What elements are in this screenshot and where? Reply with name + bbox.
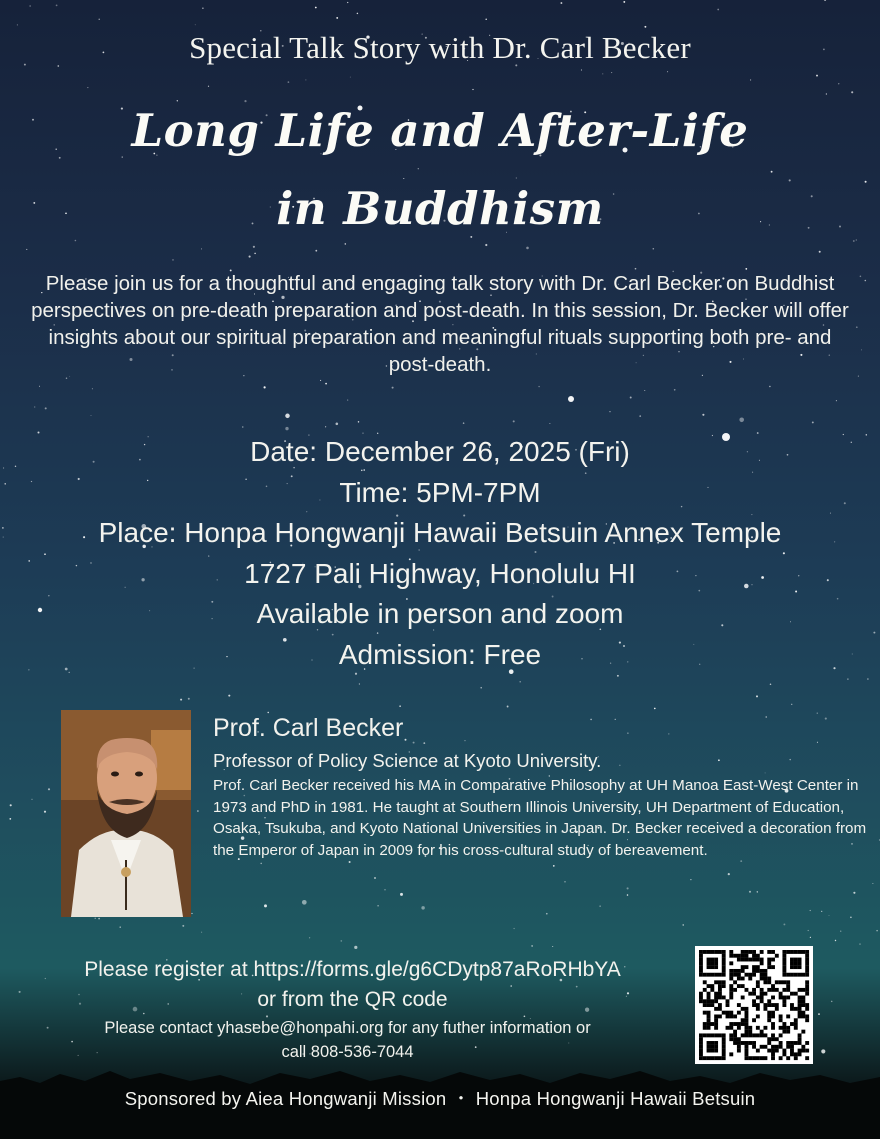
- star: [195, 24, 196, 25]
- star: [305, 79, 306, 80]
- star: [30, 5, 31, 6]
- star: [831, 1001, 833, 1003]
- star: [867, 678, 869, 680]
- star: [609, 411, 610, 412]
- star: [853, 892, 855, 894]
- star: [739, 418, 744, 423]
- star: [860, 276, 862, 278]
- star: [749, 891, 751, 893]
- contact-email-line: Please contact yhasebe@honpahi.org for any futher information or: [104, 1019, 591, 1037]
- registration-qr-note: or from the QR code: [257, 988, 448, 1011]
- star: [810, 937, 811, 938]
- speaker-role: Professor of Policy Science at Kyoto University.: [213, 750, 602, 771]
- star: [602, 73, 603, 74]
- star: [350, 77, 351, 78]
- star: [34, 406, 35, 407]
- star: [10, 804, 12, 806]
- star: [728, 873, 730, 875]
- star: [538, 386, 539, 387]
- star: [285, 427, 288, 430]
- star: [325, 426, 326, 427]
- star: [95, 918, 96, 919]
- event-subtitle: Special Talk Story with Dr. Carl Becker: [189, 30, 691, 65]
- star: [682, 924, 683, 925]
- star: [253, 246, 255, 248]
- star: [91, 415, 92, 416]
- star: [756, 695, 758, 697]
- star: [791, 704, 792, 705]
- star: [516, 177, 517, 178]
- star: [653, 248, 655, 250]
- star: [770, 684, 772, 686]
- star: [847, 678, 848, 679]
- star: [829, 915, 830, 916]
- star: [336, 423, 339, 426]
- star: [507, 706, 509, 708]
- star: [260, 863, 262, 865]
- star: [630, 397, 632, 399]
- qr-code-icon: [695, 946, 813, 1064]
- star: [9, 818, 11, 820]
- star: [611, 72, 612, 73]
- star: [172, 259, 174, 261]
- star: [472, 89, 473, 90]
- star: [336, 17, 338, 19]
- star: [514, 928, 515, 929]
- star: [202, 8, 203, 9]
- event-time: Time: 5PM-7PM: [339, 476, 541, 508]
- star: [819, 251, 821, 253]
- star: [59, 157, 61, 159]
- star: [824, 0, 826, 1]
- star: [627, 887, 629, 889]
- star: [285, 414, 290, 419]
- star: [485, 244, 487, 246]
- star: [177, 100, 178, 101]
- star: [228, 695, 230, 697]
- star: [17, 24, 18, 25]
- event-address: 1727 Pali Highway, Honolulu HI: [244, 557, 636, 589]
- star: [254, 253, 256, 255]
- event-place: Place: Honpa Hongwanji Hawaii Betsuin Annex Temple: [98, 517, 782, 548]
- event-title-line1: Long Life and After-Life: [131, 104, 749, 157]
- star: [208, 86, 209, 87]
- star: [392, 387, 394, 389]
- star: [320, 380, 321, 381]
- star: [288, 81, 290, 83]
- star: [850, 916, 852, 918]
- star: [485, 18, 487, 20]
- star: [821, 1049, 825, 1053]
- intro-paragraph: Please join us for a thoughtful and engaging talk story with Dr. Carl Becker on Buddhist perspectives on pre-death preparation and post-death. In this session, Dr. Becker will offer insights about our spiritual preparation and meaningful rituals supporting both pre- and post-death.: [31, 272, 849, 376]
- star: [581, 70, 582, 71]
- star: [374, 877, 376, 879]
- star: [838, 83, 839, 84]
- star: [75, 240, 77, 242]
- star: [821, 911, 822, 912]
- speaker-name: Prof. Carl Becker: [213, 714, 404, 742]
- registration-link[interactable]: Please register at https://forms.gle/g6CDytp87aRoRHbYA: [84, 958, 621, 981]
- star: [859, 944, 860, 945]
- registration-qr-code[interactable]: [695, 946, 813, 1064]
- event-title-line2: in Buddhism: [276, 182, 604, 235]
- star: [421, 906, 424, 909]
- star: [39, 386, 40, 387]
- star: [623, 1, 625, 3]
- event-availability: Available in person and zoom: [256, 598, 624, 629]
- star: [354, 946, 357, 949]
- star: [644, 390, 645, 391]
- star: [552, 946, 553, 947]
- speaker-photo: [61, 710, 191, 917]
- star: [403, 178, 404, 179]
- star: [599, 905, 600, 906]
- star: [315, 250, 317, 252]
- star: [264, 904, 267, 907]
- star: [549, 423, 550, 424]
- speaker-bio-section: [213, 712, 873, 861]
- star: [347, 400, 348, 401]
- star: [45, 407, 47, 409]
- star: [180, 699, 182, 701]
- star: [264, 386, 266, 388]
- star: [470, 236, 472, 238]
- speaker-portrait-illustration: [61, 710, 191, 917]
- star: [201, 932, 202, 933]
- star: [309, 937, 310, 938]
- star: [315, 7, 317, 9]
- star: [856, 239, 857, 240]
- star: [861, 349, 862, 350]
- star: [644, 26, 646, 28]
- star: [244, 100, 246, 102]
- star: [783, 923, 785, 925]
- star: [463, 422, 465, 424]
- star: [418, 168, 419, 169]
- star: [513, 420, 515, 422]
- star: [872, 883, 873, 884]
- star: [340, 940, 342, 942]
- star: [808, 930, 809, 931]
- star: [242, 426, 243, 427]
- star: [377, 905, 379, 907]
- star: [120, 926, 121, 927]
- star: [717, 9, 719, 11]
- event-date: Date: December 26, 2025 (Fri): [250, 436, 630, 467]
- star: [690, 879, 691, 880]
- star: [44, 811, 46, 813]
- star: [654, 708, 656, 710]
- star: [98, 918, 100, 920]
- star: [519, 681, 521, 683]
- star: [858, 376, 859, 377]
- star: [188, 698, 190, 700]
- star: [302, 900, 307, 905]
- star: [835, 940, 836, 941]
- event-details: [0, 432, 880, 675]
- star: [197, 810, 199, 812]
- star: [553, 865, 555, 867]
- star: [384, 889, 385, 890]
- star: [674, 389, 676, 391]
- star: [31, 799, 32, 800]
- star: [639, 415, 641, 417]
- star: [757, 891, 758, 892]
- star: [359, 683, 360, 684]
- star: [546, 913, 548, 915]
- star: [87, 87, 88, 88]
- bright-star: [568, 396, 574, 402]
- star: [201, 248, 202, 249]
- star: [249, 256, 251, 258]
- star: [865, 280, 867, 282]
- star: [560, 2, 562, 4]
- star: [182, 925, 184, 927]
- sponsor-line: Sponsored by Aiea Hongwanji Mission ・ Honpa Hongwanji Hawaii Betsuin: [124, 1088, 756, 1109]
- star: [627, 894, 629, 896]
- speaker-bio: Prof. Carl Becker received his MA in Comparative Philosophy at UH Manoa East-West Center in 1973 and PhD in 1981. He taught at Southern Illinois University, UH Department of Education, Osaka, Tsukuba, and Kyoto National Universities in Japan. Dr. Becker received a decoration from the Emperor of Japan in 2009 for his cross-cultural study of bereavement.: [213, 777, 867, 859]
- contact-phone-line: call 808-536-7044: [281, 1043, 414, 1061]
- star: [818, 1013, 820, 1015]
- star: [840, 931, 841, 932]
- star: [856, 326, 858, 328]
- star: [816, 75, 818, 77]
- star: [812, 421, 814, 423]
- star: [399, 705, 401, 707]
- star: [851, 91, 853, 93]
- star: [325, 383, 327, 385]
- star: [564, 881, 566, 883]
- star: [876, 930, 878, 932]
- star: [48, 788, 50, 790]
- star: [771, 171, 773, 173]
- star: [810, 910, 811, 911]
- star: [26, 249, 27, 250]
- star: [358, 421, 359, 422]
- star: [347, 2, 348, 3]
- star: [617, 675, 619, 677]
- star: [345, 243, 347, 245]
- star: [836, 400, 837, 401]
- star: [191, 913, 192, 914]
- star: [667, 71, 668, 72]
- star: [92, 388, 93, 389]
- star: [750, 79, 751, 80]
- star: [480, 687, 482, 689]
- star: [99, 19, 100, 20]
- event-admission: Admission: Free: [338, 638, 542, 670]
- star: [826, 93, 827, 94]
- star: [769, 386, 770, 387]
- star: [400, 893, 403, 896]
- star: [531, 945, 532, 946]
- star: [526, 247, 529, 250]
- star: [853, 240, 855, 242]
- star: [56, 5, 58, 7]
- star: [357, 13, 359, 15]
- star: [702, 414, 704, 416]
